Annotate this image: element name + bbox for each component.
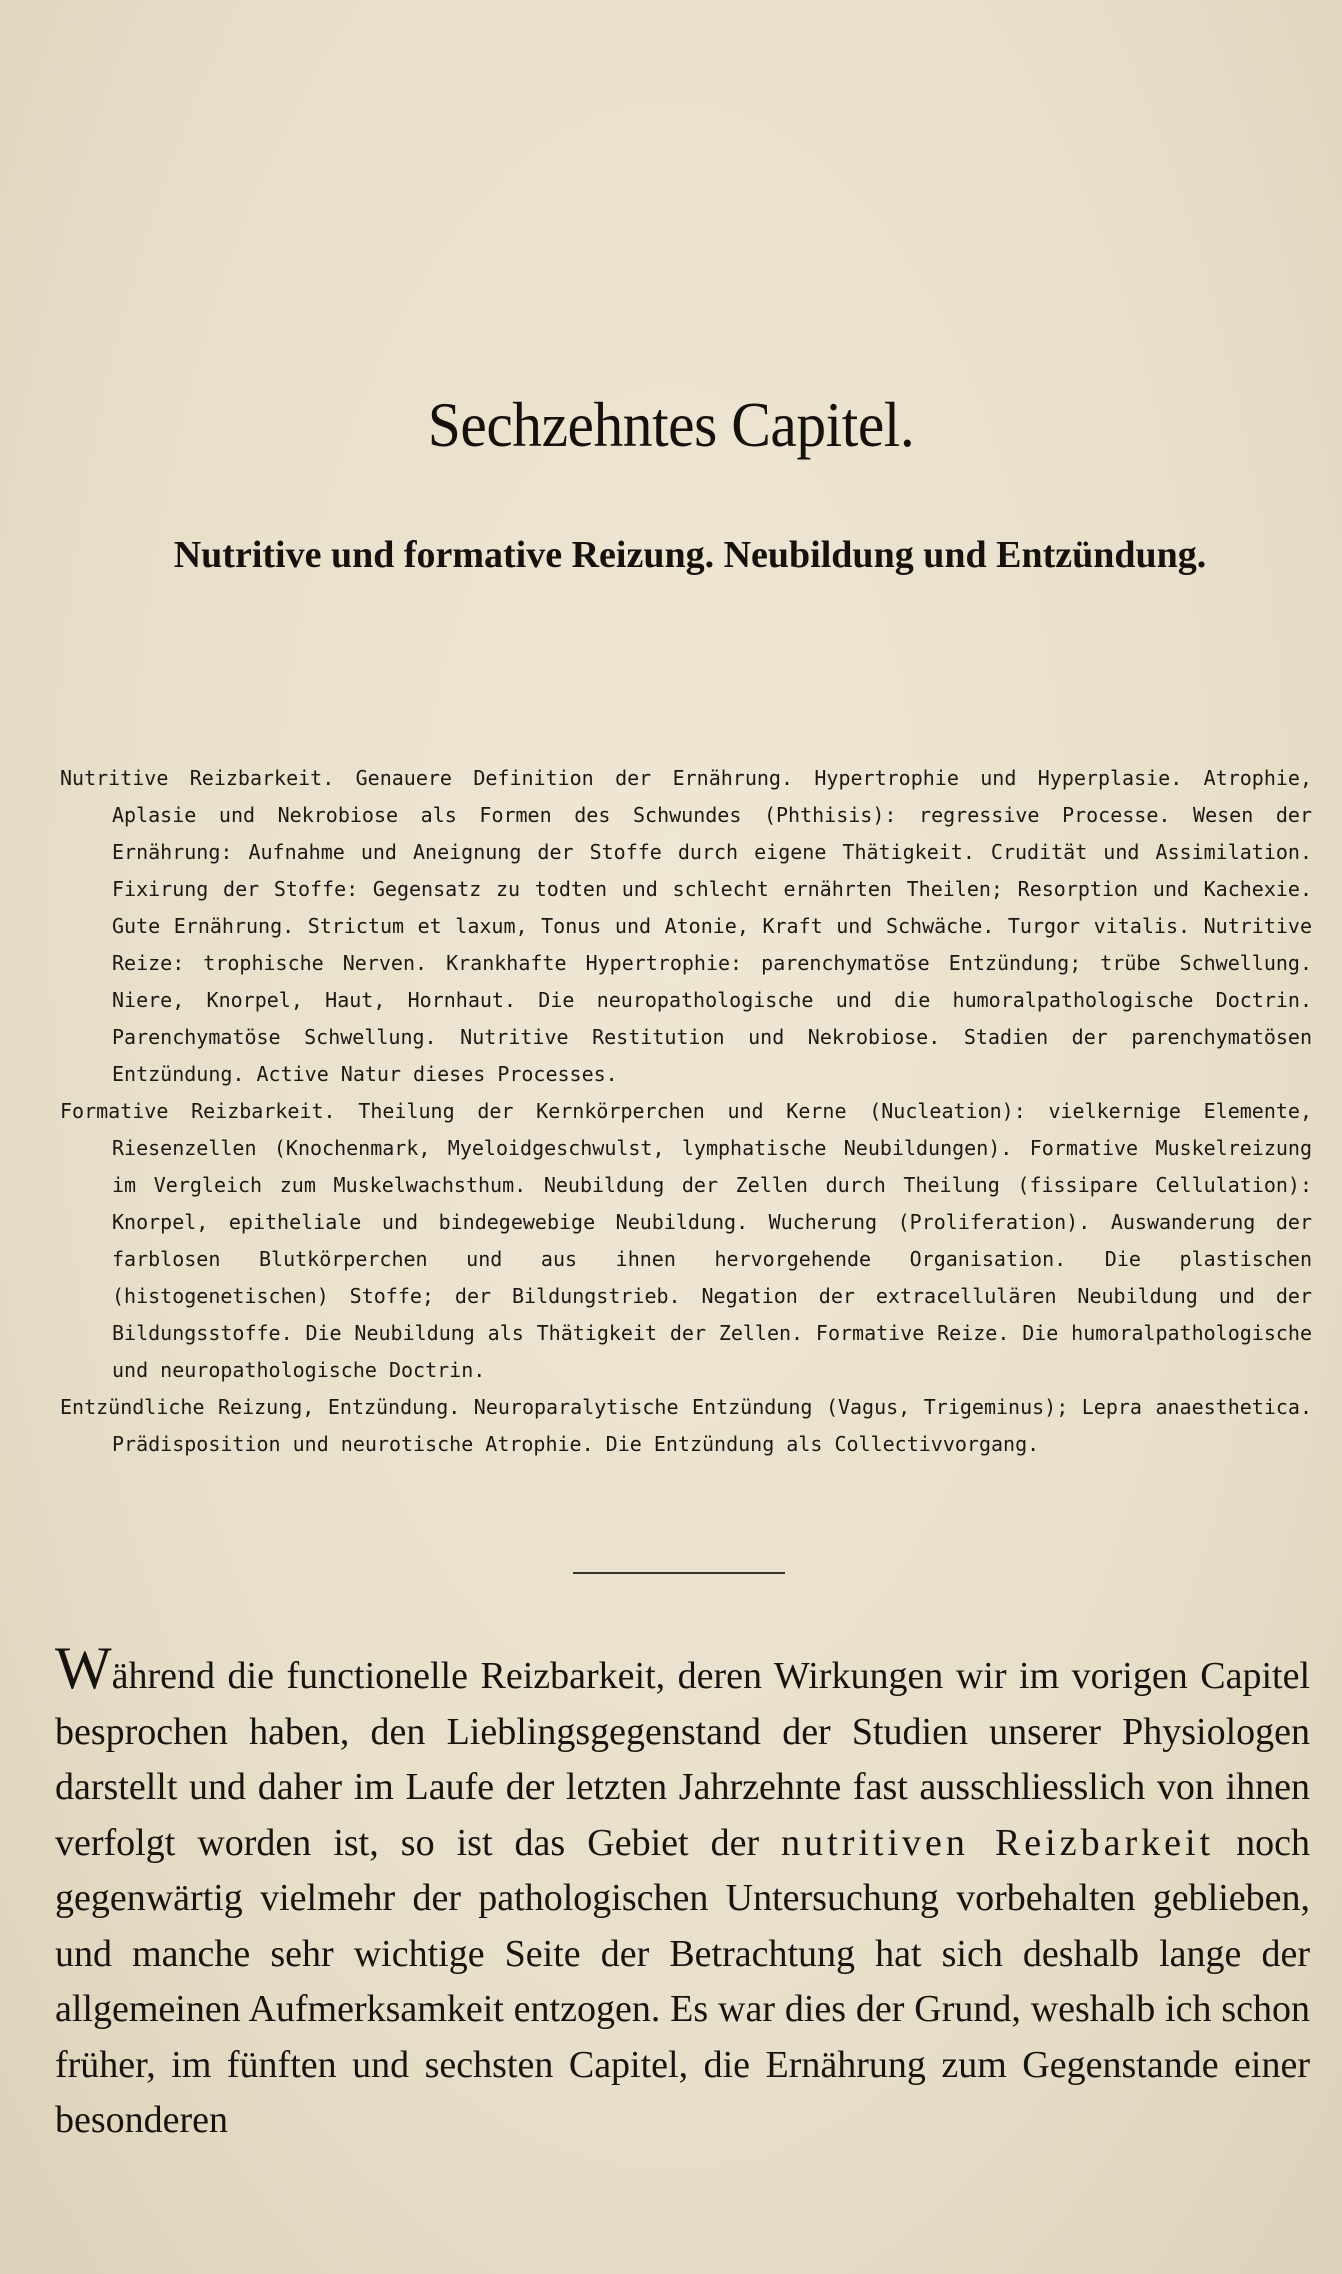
drop-cap: W [55, 1635, 112, 1701]
summary-paragraph-nutritive: Nutritive Reizbarkeit. Genauere Definition der Ernährung. Hypertrophie und Hyperplasie. Atrophie, Aplasie und Nekrobiose als Formen des Schwundes (Phthisis): regressive Processe. Wesen der Ernährung: Aufnahme und Aneignung der Stoffe durch eigene Thätigkeit. Crudität und Assimilation. Fixirung der Stoffe: Gegensatz zu todten und schlecht ernährten Theilen; Resorption und Kachexie. Gute Ernährung. Strictum et laxum, Tonus und Atonie, Kraft und Schwäche. Turgor vitalis. Nutritive Reize: trophische Nerven. Krankhafte Hypertrophie: parenchymatöse Entzündung; trübe Schwellung. Niere, Knorpel, Haut, Hornhaut. Die neuropathologische und die humoralpathologische Doctrin. Parenchymatöse Schwellung. Nutritive Restitution und Nekrobiose. Stadien der parenchymatösen Entzündung. Active Natur dieses Processes. [60, 766, 1312, 1086]
chapter-subtitle: Nutritive und formative Reizung. Neubildung und Entzündung. [173, 534, 1207, 576]
summary-paragraph-formative: Formative Reizbarkeit. Theilung der Kernkörperchen und Kerne (Nucleation): vielkernige Elemente, Riesenzellen (Knochenmark, Myeloidgeschwulst, lymphatische Neubildungen). Formative Muskelreizung im Vergleich zum Muskelwachsthum. Neubildung der Zellen durch Theilung (fissipare Cellulation): Knorpel, epitheliale und bindegewebige Neubildung. Wucherung (Proliferation). Auswanderung der farblosen Blutkörperchen und aus ihnen hervorgehende Organisation. Die plastischen (histogenetischen) Stoffe; der Bildungstrieb. Negation der extracellulären Neubildung und der Bildungsstoffe. Die Neubildung als Thätigkeit der Zellen. Formative Reize. Die humoralpathologische und neuropathologische Doctrin. [60, 1099, 1312, 1382]
chapter-title: Sechzehntes Capitel. [427, 389, 915, 460]
bleed-through-text [55, 60, 1305, 610]
section-divider [573, 1572, 785, 1574]
chapter-summary [60, 760, 1312, 1463]
body-text [55, 1635, 1311, 2149]
body-text-part-1: ährend die functionelle Reizbarkeit, deren Wirkungen wir im vorigen Capitel besprochen haben, den Lieblingsgegenstand der Studien unserer Physiologen darstellt und daher im Laufe der letzten Jahrzehnte fast ausschliesslich von ihnen verfolgt worden ist, so ist das Gebiet der [55, 1655, 1310, 1864]
body-emphasis: nutritiven Reizbarkeit [781, 1821, 1215, 1864]
summary-paragraph-inflammation: Entzündliche Reizung, Entzündung. Neuroparalytische Entzündung (Vagus, Trigeminus); Lepra anaesthetica. Prädisposition und neurotische Atrophie. Die Entzündung als Collectivvorgang. [60, 1395, 1312, 1456]
body-text-part-2: noch gegenwärtig vielmehr der pathologischen Untersuchung vorbehalten geblieben, und manche sehr wichtige Seite der Betrachtung hat sich deshalb lange der allgemeinen Aufmerksamkeit entzogen. Es war dies der Grund, weshalb ich schon früher, im fünften und sechsten Capitel, die Ernährung zum Gegenstande einer besonderen [55, 1821, 1311, 2141]
